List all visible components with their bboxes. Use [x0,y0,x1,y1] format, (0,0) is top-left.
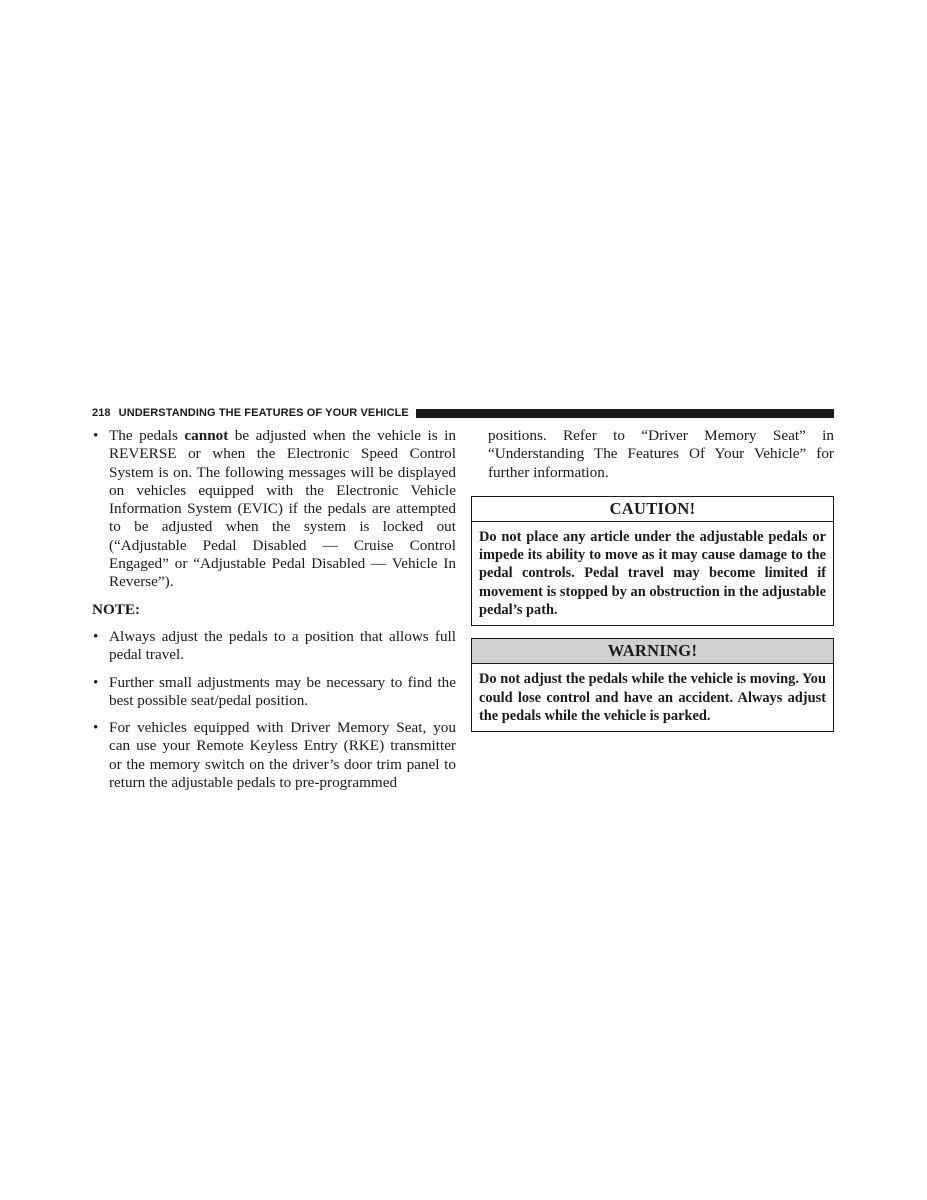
left-column [92,427,456,792]
bullet-text-after: be adjusted when the vehicle is in REVERSE or when the Electronic Speed Control System is on. The following messages will be displayed on vehicles equipped with the Electronic Vehicle Information System (EVIC) if the pedals are attempted to be adjusted when the system is locked out (“Adjustable Pedal Disabled — Cruise Control Engaged” or “Adjustable Pedal Disabled — Vehicle In Reverse”). [109,427,456,591]
bullet-dot: • [93,719,99,737]
caution-title: CAUTION! [472,497,833,522]
note-label: NOTE: [92,600,141,618]
page-number: 218 [92,407,111,419]
bullet-text: For vehicles equipped with Driver Memory Seat, you can use your Remote Keyless Entry (RKE) transmitter or the memory switch on the driver’s door trim panel to return the adjustable pedals to pre-programmed [109,719,456,792]
caution-body: Do not place any article under the adjustable pedals or impede its ability to move as it may cause damage to the pedal controls. Pedal travel may become limited if movement is stopped by an obstruction in the adjustable pedal’s path. [479,528,826,619]
warning-box [471,638,834,732]
warning-title: WARNING! [472,639,833,664]
header-rule-bar [416,409,834,418]
bullet-text-before: The pedals [109,427,185,444]
list-item [92,628,456,665]
caution-box [471,496,834,626]
continued-paragraph: positions. Refer to “Driver Memory Seat” in “Understanding The Features Of Your Vehicle” for further information. [488,427,834,481]
bullet-text: Further small adjustments may be necessary to find the best possible seat/pedal position. [109,673,456,709]
bullet-emphasis-cannot: cannot [184,427,229,444]
bullet-dot: • [93,673,99,691]
right-column [471,427,834,732]
list-item [92,674,456,711]
chapter-title: UNDERSTANDING THE FEATURES OF YOUR VEHICLE [118,407,409,419]
list-item [92,719,456,792]
running-header [92,405,834,421]
bullet-dot: • [93,627,99,645]
warning-body: Do not adjust the pedals while the vehicle is moving. You could lose control and have an accident. Always adjust the pedals while the vehicle is parked. [479,671,826,724]
bullet-item-pedal-lockout [92,427,456,592]
bullet-text: Always adjust the pedals to a position that allows full pedal travel. [109,627,456,664]
bullet-dot: • [93,427,99,444]
